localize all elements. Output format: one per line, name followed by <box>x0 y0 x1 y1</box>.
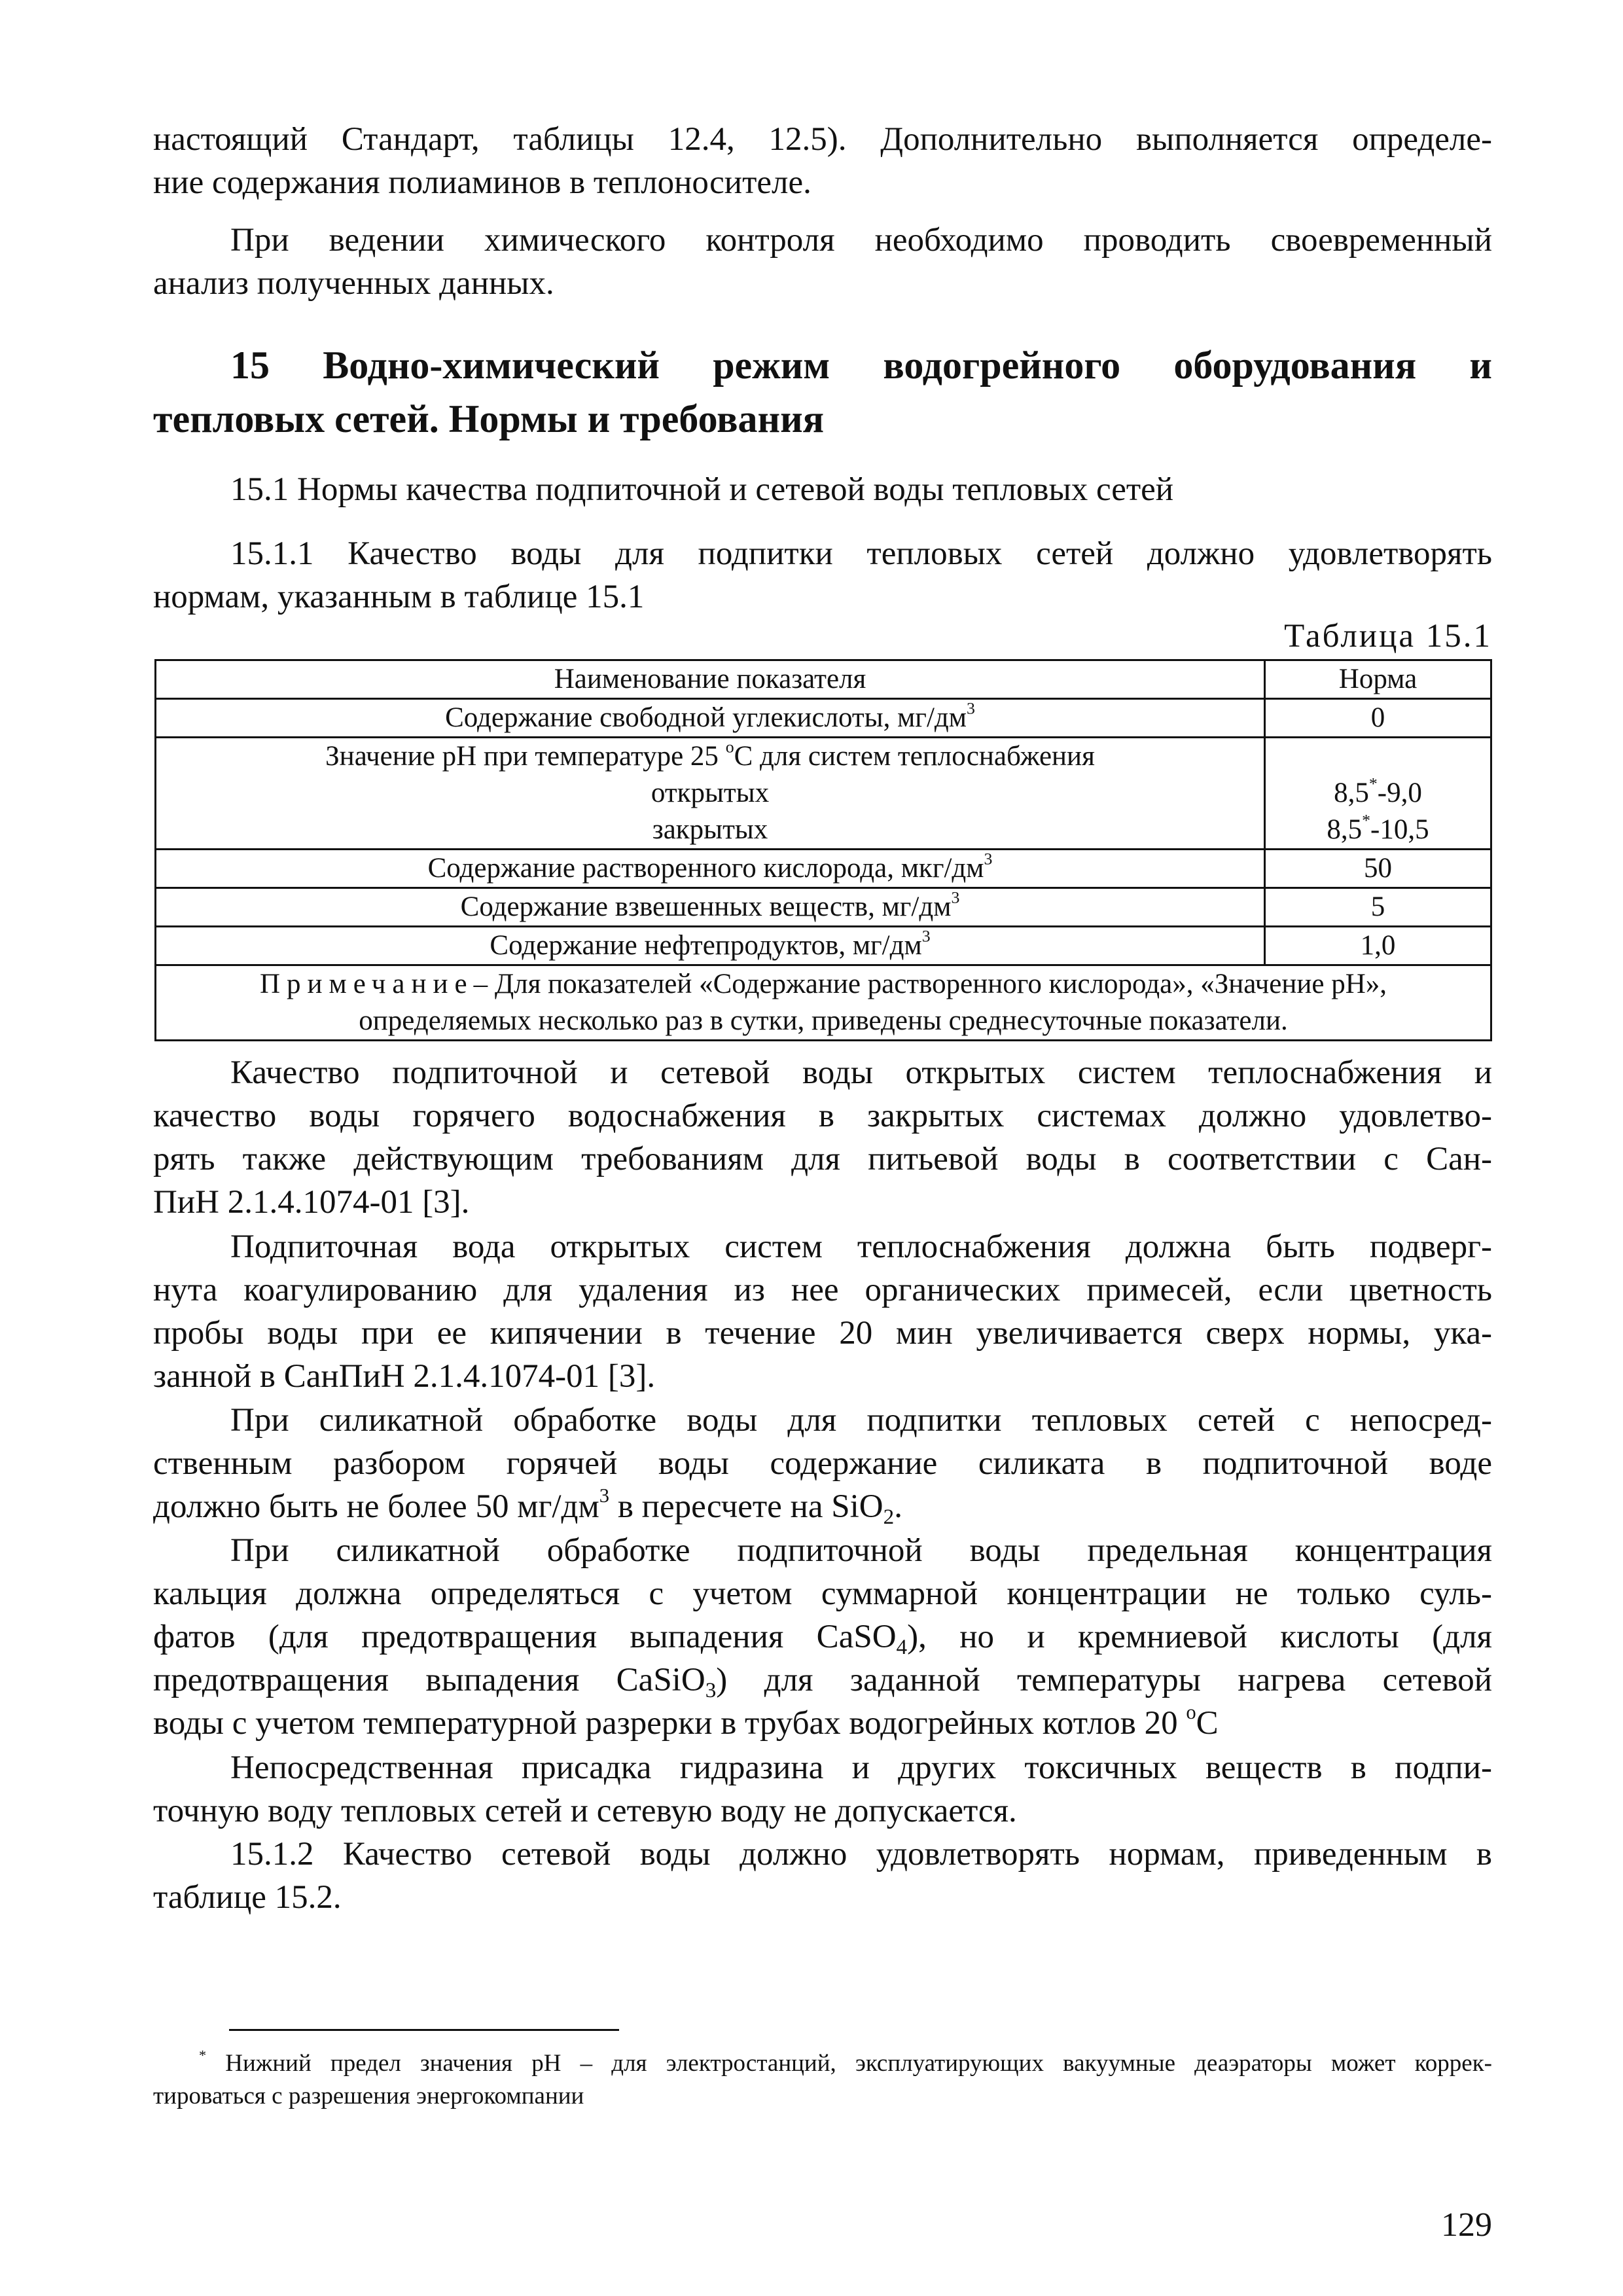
name-cell <box>156 699 1265 738</box>
header-name-cell: Наименование показателя <box>156 660 1265 699</box>
norms-table <box>154 659 1492 1041</box>
table-row <box>156 888 1491 927</box>
text-line: анализ полученных данных. <box>153 265 554 302</box>
norm-text: 8,5 <box>1334 778 1369 808</box>
text-run: предотвращения выпадения CaSiO <box>153 1662 705 1698</box>
degree-mark: о <box>725 737 734 757</box>
name-text: Содержание нефтепродуктов, мг/дм <box>490 930 922 961</box>
subsection-15-1-1 <box>153 532 1492 619</box>
unit-superscript: 3 <box>951 888 960 907</box>
norm-cell: 50 <box>1265 850 1491 888</box>
paragraph-calcium <box>153 1529 1492 1745</box>
footnote <box>153 2047 1492 2113</box>
text-line: кальция должна определяться с учетом суммарной концентрации не только суль- <box>153 1575 1492 1612</box>
name-cell <box>156 738 1265 850</box>
text-line: При силикатной обработке воды для подпитки тепловых сетей с непосред- <box>230 1402 1492 1439</box>
text-run: в пересчете на SiO <box>609 1488 883 1525</box>
text-run: ), но и кремниевой кислоты (для <box>907 1619 1493 1655</box>
table-caption: Таблица 15.1 <box>1284 618 1492 655</box>
text-line: 15.1.2 Качество сетевой воды должно удовлетворять нормам, приведенным в <box>230 1836 1492 1873</box>
text-line: пробы воды при ее кипячении в течение 20 мин увеличивается сверх нормы, ука- <box>153 1315 1492 1352</box>
text-line: ПиН 2.1.4.1074-01 [3]. <box>153 1184 470 1221</box>
ph-open-label: открытых <box>651 778 770 808</box>
subsection-15-1: 15.1 Нормы качества подпиточной и сетевой воды тепловых сетей <box>230 471 1174 508</box>
unit-superscript: 3 <box>966 698 975 718</box>
norm-text: -10,5 <box>1370 814 1429 845</box>
ph-closed-label: закрытых <box>652 814 768 845</box>
unit-superscript: 3 <box>599 1484 610 1507</box>
footnote-text: Нижний предел значения рН – для электростанций, эксплуатирующих вакуумные деаэраторы может коррек- <box>206 2050 1492 2077</box>
subsection-15-1-2 <box>153 1833 1492 1919</box>
unit-superscript: 3 <box>984 849 993 869</box>
text-line: ственным разбором горячей воды содержание силиката в подпиточной воде <box>153 1445 1492 1482</box>
text-line <box>153 1485 1492 1528</box>
unit-superscript: 3 <box>921 926 931 946</box>
degree-mark: о <box>1186 1701 1196 1724</box>
heading-line: 15 Водно-химический режим водогрейного оборудования и <box>230 344 1492 387</box>
norm-blank-line <box>1271 738 1485 775</box>
table-header-row <box>156 660 1491 699</box>
name-text: Содержание свободной углекислоты, мг/дм <box>445 702 967 733</box>
norm-text: 8,5 <box>1327 814 1363 845</box>
text-line: таблице 15.2. <box>153 1879 342 1916</box>
table-row <box>156 738 1491 850</box>
footnote-mark: * <box>1368 774 1378 793</box>
table-row <box>156 850 1491 888</box>
footnote-line: тироваться с разрешения энергокомпании <box>153 2083 584 2109</box>
text-line: качество воды горячего водоснабжения в закрытых системах должно удовлетво- <box>153 1098 1492 1134</box>
text-line: Качество подпиточной и сетевой воды открытых систем теплоснабжения и <box>230 1054 1492 1091</box>
paragraph-silicate <box>153 1399 1492 1528</box>
name-text: С для систем теплоснабжения <box>734 741 1095 772</box>
header-norm-cell: Норма <box>1265 660 1491 699</box>
footnote-line <box>153 2047 1492 2080</box>
note-text: – Для показателей «Содержание растворенного кислорода», «Значение рН», <box>473 969 1387 999</box>
ph-closed-norm <box>1271 812 1485 848</box>
name-cell <box>156 888 1265 927</box>
name-text: Значение рН при температуре 25 <box>325 741 726 772</box>
text-run: воды с учетом температурной разрерки в трубах водогрейных котлов 20 <box>153 1705 1186 1742</box>
page-number: 129 <box>1441 2206 1492 2244</box>
norm-cell: 0 <box>1265 699 1491 738</box>
intro-paragraph-1 <box>153 118 1492 204</box>
text-line: нута коагулированию для удаления из нее органических примесей, если цветность <box>153 1272 1492 1308</box>
name-cell <box>156 927 1265 965</box>
text-line: ние содержания полиаминов в теплоносителе. <box>153 164 812 201</box>
norm-text: -9,0 <box>1377 778 1422 808</box>
formula-subscript: 2 <box>883 1504 895 1529</box>
text-line: настоящий Стандарт, таблицы 12.4, 12.5). Дополнительно выполняется определе- <box>153 121 1492 158</box>
note-label: Примечание <box>259 969 474 999</box>
text-run: фатов (для предотвращения выпадения CaSO <box>153 1619 897 1655</box>
intro-paragraph-2 <box>153 219 1492 305</box>
heading-line: тепловых сетей. Нормы и требования <box>153 397 825 440</box>
norm-cell <box>1265 738 1491 850</box>
text-line <box>153 1659 1492 1702</box>
formula-subscript: 3 <box>705 1677 717 1702</box>
section-heading <box>153 338 1492 446</box>
name-text: Содержание взвешенных веществ, мг/дм <box>460 891 952 922</box>
text-run: С <box>1196 1705 1219 1742</box>
footnote-mark: * <box>199 2047 207 2064</box>
text-line: При силикатной обработке подпиточной воды предельная концентрация <box>230 1532 1492 1569</box>
norm-cell: 5 <box>1265 888 1491 927</box>
text-line: Непосредственная присадка гидразина и других токсичных веществ в подпи- <box>230 1749 1492 1786</box>
text-line: При ведении химического контроля необходимо проводить своевременный <box>230 222 1492 259</box>
formula-subscript: 4 <box>896 1634 908 1659</box>
text-line: занной в СанПиН 2.1.4.1074-01 [3]. <box>153 1358 656 1395</box>
norm-cell: 1,0 <box>1265 927 1491 965</box>
table-row <box>156 927 1491 965</box>
text-run: должно быть не более 50 мг/дм <box>153 1488 599 1525</box>
ph-title <box>162 738 1258 775</box>
text-run: ) для заданной температуры нагрева сетевой <box>716 1662 1492 1698</box>
note-line: определяемых несколько раз в сутки, приведены среднесуточные показатели. <box>359 1005 1288 1036</box>
paragraph-hydrazine <box>153 1746 1492 1833</box>
text-run: . <box>894 1488 902 1525</box>
table-note-cell <box>156 965 1491 1041</box>
paragraph-water-quality <box>153 1051 1492 1224</box>
name-text: Содержание растворенного кислорода, мкг/дм <box>427 853 984 884</box>
note-line <box>162 966 1485 1003</box>
paragraph-coagulation <box>153 1225 1492 1398</box>
text-line: рять также действующим требованиям для питьевой воды в соответствии с Сан- <box>153 1141 1492 1177</box>
table-note-row <box>156 965 1491 1041</box>
text-line <box>153 1702 1492 1745</box>
footnote-mark: * <box>1362 810 1371 830</box>
text-line: Подпиточная вода открытых систем теплоснабжения должна быть подверг- <box>230 1229 1492 1265</box>
text-line: нормам, указанным в таблице 15.1 <box>153 579 645 615</box>
text-line <box>153 1615 1492 1659</box>
table-row <box>156 699 1491 738</box>
ph-open-norm <box>1271 775 1485 812</box>
text-line: точную воду тепловых сетей и сетевую воду не допускается. <box>153 1793 1017 1829</box>
footnote-divider <box>229 2029 619 2031</box>
name-cell <box>156 850 1265 888</box>
text-line: 15.1.1 Качество воды для подпитки тепловых сетей должно удовлетворять <box>230 535 1492 572</box>
